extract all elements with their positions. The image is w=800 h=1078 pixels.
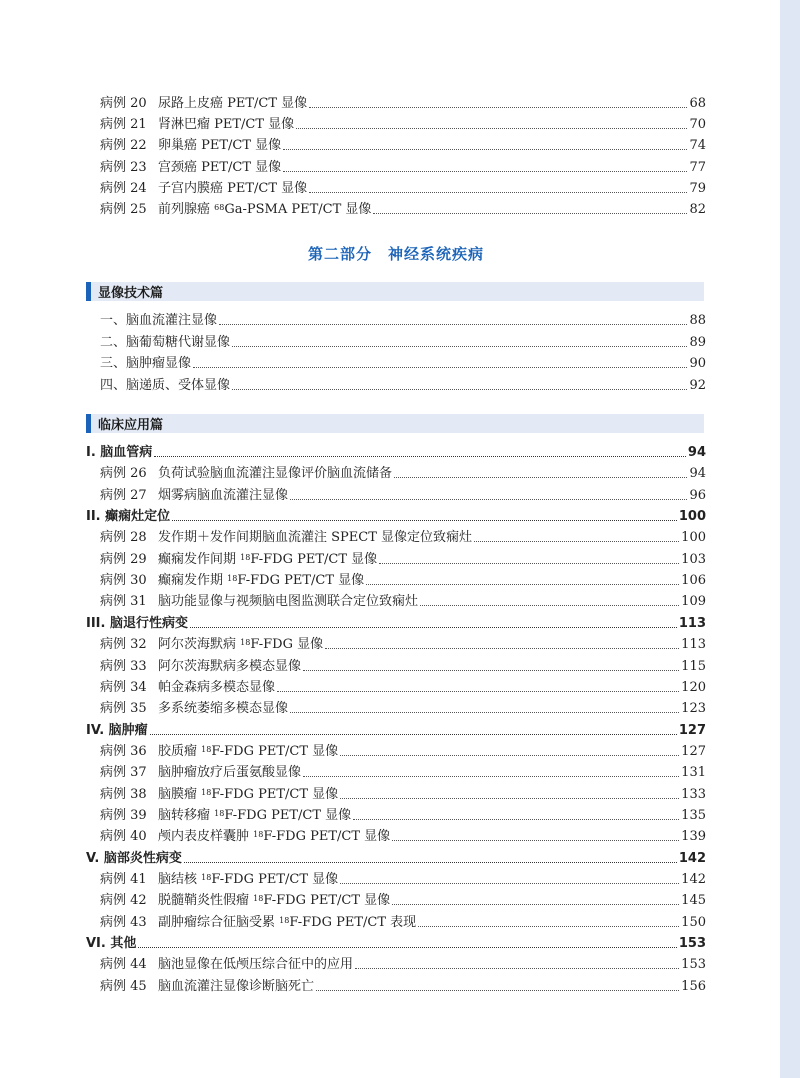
- leader-dots: [290, 499, 687, 500]
- toc-entry[interactable]: [100, 352, 706, 372]
- page-edge-strip: [780, 0, 800, 1078]
- toc-entry-label: [100, 488, 288, 504]
- entry-title: 脑血流灌注显像诊断脑死亡: [158, 978, 315, 994]
- page-number: 90: [689, 356, 706, 371]
- entry-title: 二、脑葡萄糖代谢显像: [100, 334, 231, 350]
- page-number: 94: [687, 445, 706, 460]
- page-number: 109: [681, 594, 706, 610]
- toc-entry[interactable]: [100, 889, 706, 909]
- toc-group-heading[interactable]: [86, 505, 706, 525]
- toc-entry[interactable]: [100, 198, 706, 218]
- leader-dots: [353, 819, 679, 820]
- leader-dots: [150, 734, 677, 735]
- case-number: 病例 28: [100, 530, 147, 546]
- page-number: 142: [681, 872, 706, 887]
- toc-entry-label: [100, 744, 338, 760]
- isotope-superscript: 18: [227, 574, 238, 584]
- entry-title: 胶质瘤: [158, 743, 202, 759]
- page-number: 89: [689, 334, 706, 350]
- toc-group-heading[interactable]: [86, 441, 706, 461]
- case-number: 病例 23: [100, 159, 147, 175]
- page-number: 145: [681, 893, 706, 909]
- toc-entry-label: [100, 552, 377, 568]
- isotope-superscript: 18: [201, 873, 212, 882]
- entry-title-cont: F-FDG PET/CT 显像: [237, 573, 365, 589]
- case-number: 病例 22: [100, 138, 147, 154]
- case-number: 病例 43: [100, 914, 147, 930]
- page-number: 100: [681, 530, 706, 546]
- entry-title: 发作期＋发作间期脑血流灌注 SPECT 显像定位致痫灶: [158, 530, 473, 546]
- toc-entry-label: [100, 659, 301, 675]
- case-number: 病例 34: [100, 679, 147, 695]
- section-heading-clinical-applications: [86, 414, 704, 433]
- leader-dots: [325, 648, 679, 649]
- page-number: 77: [689, 159, 706, 175]
- leader-dots: [138, 947, 676, 948]
- toc-entry[interactable]: [100, 676, 706, 696]
- leader-dots: [366, 584, 679, 585]
- page-number: 106: [681, 573, 706, 589]
- entry-title: 脱髓鞘炎性假瘤: [158, 893, 254, 909]
- toc-entry[interactable]: [100, 309, 706, 329]
- toc-entry-label: [100, 893, 390, 909]
- leader-dots: [373, 213, 687, 214]
- section-heading-imaging-techniques: [86, 282, 704, 301]
- leader-dots: [392, 904, 679, 905]
- page-number: 70: [689, 117, 706, 133]
- isotope-superscript: 18: [279, 915, 290, 925]
- leader-dots: [340, 798, 679, 799]
- entry-title: II. 癫痫灶定位: [86, 509, 171, 525]
- toc-entry-label: [100, 378, 230, 394]
- leader-dots: [340, 883, 679, 884]
- entry-title: I. 脑血管病: [86, 445, 153, 460]
- page-number: 88: [689, 313, 706, 328]
- toc-entry-label: [100, 872, 338, 888]
- toc-entry[interactable]: [100, 740, 706, 760]
- case-number: 病例 37: [100, 765, 147, 781]
- section-accent-bar: [86, 414, 91, 433]
- page-number: 142: [678, 850, 706, 866]
- case-number: 病例 44: [100, 957, 147, 973]
- toc-entry-label: [100, 356, 191, 372]
- entry-title: 四、脑递质、受体显像: [100, 377, 231, 393]
- entry-title-cont: F-FDG 显像: [250, 637, 324, 653]
- page-number: 100: [678, 509, 706, 525]
- toc-entry[interactable]: [100, 783, 706, 803]
- isotope-superscript: 18: [240, 638, 251, 648]
- case-number: 病例 41: [100, 872, 147, 887]
- toc-entry[interactable]: [100, 761, 706, 781]
- entry-title-cont: F-FDG PET/CT 显像: [211, 872, 339, 887]
- toc-entry-label: [100, 117, 294, 133]
- leader-dots: [309, 107, 687, 108]
- entry-title-cont: F-FDG PET/CT 显像: [211, 786, 339, 802]
- leader-dots: [232, 389, 687, 390]
- entry-title: 子宫内膜癌 PET/CT 显像: [158, 180, 308, 196]
- toc-entry[interactable]: [100, 590, 706, 610]
- leader-dots: [296, 128, 687, 129]
- entry-title: 脑功能显像与视频脑电图监测联合定位致痫灶: [158, 594, 419, 610]
- case-number: 病例 25: [100, 202, 147, 217]
- page-number: 135: [681, 807, 706, 823]
- case-number: 病例 26: [100, 466, 147, 482]
- case-number: 病例 24: [100, 180, 147, 196]
- toc-entry[interactable]: [100, 484, 706, 504]
- section-heading-text: 临床应用篇: [98, 418, 164, 433]
- page-number: 123: [681, 701, 706, 717]
- toc-entry-label: [100, 530, 472, 546]
- page-number: 131: [681, 765, 706, 781]
- toc-entry[interactable]: [100, 92, 706, 112]
- entry-title: 烟雾病脑血流灌注显像: [158, 487, 289, 503]
- toc-entry-label: [100, 701, 288, 717]
- toc-entry-label: [100, 787, 338, 803]
- toc-entry-label: [100, 313, 217, 329]
- toc-entry[interactable]: [100, 953, 706, 973]
- leader-dots: [394, 477, 687, 478]
- case-number: 病例 42: [100, 893, 147, 909]
- toc-entry[interactable]: [100, 825, 706, 845]
- toc-entry-label: [100, 573, 364, 589]
- page-number: 156: [681, 978, 706, 994]
- page-number: 79: [689, 180, 706, 196]
- case-number: 病例 38: [100, 786, 147, 802]
- page-number: 127: [678, 722, 706, 738]
- leader-dots: [303, 670, 679, 671]
- case-number: 病例 32: [100, 637, 147, 653]
- entry-title: 尿路上皮癌 PET/CT 显像: [158, 96, 308, 111]
- page-number: 133: [681, 786, 706, 802]
- toc-entry[interactable]: [100, 177, 706, 197]
- leader-dots: [303, 776, 679, 777]
- entry-title-cont: F-FDG PET/CT 表现: [289, 914, 417, 930]
- toc-entry-label: [86, 509, 170, 525]
- page-number: 103: [681, 551, 706, 567]
- entry-title: 三、脑肿瘤显像: [100, 356, 192, 371]
- toc-entry[interactable]: [100, 868, 706, 888]
- entry-title-cont: F-FDG PET/CT 显像: [263, 893, 391, 909]
- toc-entry-label: [100, 957, 353, 973]
- toc-group-heading[interactable]: [86, 719, 706, 739]
- toc-entry[interactable]: [100, 975, 706, 995]
- toc-group-heading[interactable]: [86, 847, 706, 867]
- case-number: 病例 45: [100, 978, 147, 994]
- entry-title: 颅内表皮样囊肿: [158, 829, 254, 845]
- entry-title: 宫颈癌 PET/CT 显像: [158, 159, 282, 175]
- entry-title: 卵巢癌 PET/CT 显像: [158, 138, 282, 154]
- page-number: 74: [689, 138, 706, 154]
- case-number: 病例 36: [100, 743, 147, 759]
- leader-dots: [184, 862, 677, 863]
- page-number: 92: [689, 377, 706, 393]
- page-number: 127: [681, 743, 706, 759]
- leader-dots: [193, 367, 687, 368]
- leader-dots: [283, 171, 687, 172]
- toc-entry[interactable]: [100, 156, 706, 176]
- leader-dots: [190, 627, 677, 628]
- page-number: 82: [689, 202, 706, 217]
- page-number: 113: [678, 615, 706, 631]
- entry-title: 前列腺癌: [158, 202, 215, 217]
- toc-entry[interactable]: [100, 633, 706, 653]
- case-number: 病例 20: [100, 96, 147, 111]
- toc-entry-label: [100, 765, 301, 781]
- case-number: 病例 35: [100, 701, 147, 717]
- page-number: 153: [681, 957, 706, 973]
- toc-entry[interactable]: [100, 462, 706, 482]
- toc-entry-label: [86, 616, 188, 632]
- entry-title: 阿尔茨海默病多模态显像: [158, 658, 302, 674]
- leader-dots: [283, 149, 687, 150]
- entry-title: 脑池显像在低颅压综合征中的应用: [158, 957, 354, 973]
- section-heading-text: 显像技术篇: [98, 286, 164, 301]
- isotope-superscript: 18: [214, 808, 225, 818]
- entry-title: V. 脑部炎性病变: [86, 850, 182, 866]
- page-number: 139: [681, 829, 706, 845]
- entry-title: 一、脑血流灌注显像: [100, 313, 218, 328]
- toc-entry-label: [100, 335, 230, 351]
- leader-dots: [219, 324, 687, 325]
- isotope-superscript: 68: [214, 203, 225, 212]
- entry-title-cont: F-FDG PET/CT 显像: [211, 743, 339, 759]
- toc-group-heading[interactable]: [86, 612, 706, 632]
- toc-entry[interactable]: [100, 374, 706, 394]
- toc-entry[interactable]: [100, 569, 706, 589]
- case-number: 病例 30: [100, 573, 147, 589]
- page-number: 68: [689, 96, 706, 111]
- leader-dots: [355, 968, 679, 969]
- toc-entry-label: [100, 808, 351, 824]
- toc-entry-label: [86, 723, 148, 739]
- leader-dots: [392, 840, 679, 841]
- entry-title: 脑结核: [158, 872, 202, 887]
- case-number: 病例 21: [100, 117, 147, 133]
- toc-entry-label: [100, 829, 390, 845]
- entry-title: 帕金森病多模态显像: [158, 679, 276, 695]
- toc-entry-label: [100, 202, 371, 218]
- toc-entry[interactable]: [100, 911, 706, 931]
- case-number: 病例 40: [100, 829, 147, 845]
- entry-title: 副肿瘤综合征脑受累: [158, 914, 280, 930]
- case-number: 病例 27: [100, 487, 147, 503]
- toc-entry[interactable]: [100, 134, 706, 154]
- page-number: 113: [681, 637, 706, 653]
- page-number: 96: [689, 487, 706, 503]
- leader-dots: [172, 520, 677, 521]
- toc-entry-label: [100, 637, 323, 653]
- part-title: 第二部分 神经系统疾病: [307, 245, 484, 263]
- entry-title: 脑转移瘤: [158, 807, 215, 823]
- toc-entry[interactable]: [100, 804, 706, 824]
- toc-entry[interactable]: [100, 697, 706, 717]
- page-number: 94: [689, 466, 706, 482]
- isotope-superscript: 18: [253, 894, 264, 904]
- section-accent-bar: [86, 282, 91, 301]
- toc-entry-label: [100, 979, 314, 995]
- leader-dots: [379, 563, 679, 564]
- toc-entry-label: [100, 594, 418, 610]
- case-number: 病例 33: [100, 658, 147, 674]
- toc-group-heading[interactable]: [86, 932, 706, 952]
- entry-title-cont: F-FDG PET/CT 显像: [263, 829, 391, 845]
- toc-entry-label: [100, 96, 307, 112]
- entry-title-cont: F-FDG PET/CT 显像: [224, 807, 352, 823]
- leader-dots: [154, 456, 686, 457]
- isotope-superscript: 18: [201, 744, 212, 754]
- entry-title: 负荷试验脑血流灌注显像评价脑血流储备: [158, 466, 393, 482]
- toc-entry-label: [100, 138, 281, 154]
- leader-dots: [316, 990, 679, 991]
- page-number: 150: [681, 914, 706, 930]
- toc-entry-label: [100, 160, 281, 176]
- entry-title: 肾淋巴瘤 PET/CT 显像: [158, 117, 295, 133]
- toc-entry-label: [86, 936, 136, 952]
- leader-dots: [309, 192, 687, 193]
- leader-dots: [420, 605, 679, 606]
- entry-title-cont: Ga-PSMA PET/CT 显像: [224, 202, 372, 217]
- toc-entry[interactable]: [100, 655, 706, 675]
- toc-entry-label: [100, 466, 392, 482]
- entry-title: 癫痫发作期: [158, 573, 228, 589]
- entry-title: VI. 其他: [86, 936, 137, 952]
- case-number: 病例 31: [100, 594, 147, 610]
- leader-dots: [418, 926, 679, 927]
- isotope-superscript: 18: [240, 552, 251, 562]
- toc-entry-label: [100, 680, 275, 696]
- toc-entry-label: [100, 181, 307, 197]
- page-number: 115: [681, 658, 706, 674]
- entry-title: 脑膜瘤: [158, 786, 202, 802]
- case-number: 病例 39: [100, 807, 147, 823]
- entry-title: 多系统萎缩多模态显像: [158, 701, 289, 717]
- toc-entry-label: [100, 915, 416, 931]
- case-number: 病例 29: [100, 551, 147, 567]
- toc-entry[interactable]: [100, 331, 706, 351]
- page-number: 120: [681, 679, 706, 695]
- leader-dots: [277, 691, 679, 692]
- toc-entry[interactable]: [100, 548, 706, 568]
- leader-dots: [474, 541, 679, 542]
- toc-entry[interactable]: [100, 113, 706, 133]
- leader-dots: [340, 755, 679, 756]
- leader-dots: [290, 712, 679, 713]
- entry-title: 脑肿瘤放疗后蛋氨酸显像: [158, 765, 302, 781]
- entry-title-cont: F-FDG PET/CT 显像: [250, 551, 378, 567]
- isotope-superscript: 18: [201, 787, 212, 797]
- toc-entry-label: [86, 851, 182, 867]
- toc-entry[interactable]: [100, 526, 706, 546]
- entry-title: IV. 脑肿瘤: [86, 722, 148, 738]
- page-number: 153: [678, 936, 706, 952]
- entry-title: 阿尔茨海默病: [158, 637, 241, 653]
- entry-title: III. 脑退行性病变: [86, 615, 188, 631]
- isotope-superscript: 18: [253, 830, 264, 840]
- toc-entry-label: [86, 445, 152, 461]
- entry-title: 癫痫发作间期: [158, 551, 241, 567]
- leader-dots: [232, 346, 687, 347]
